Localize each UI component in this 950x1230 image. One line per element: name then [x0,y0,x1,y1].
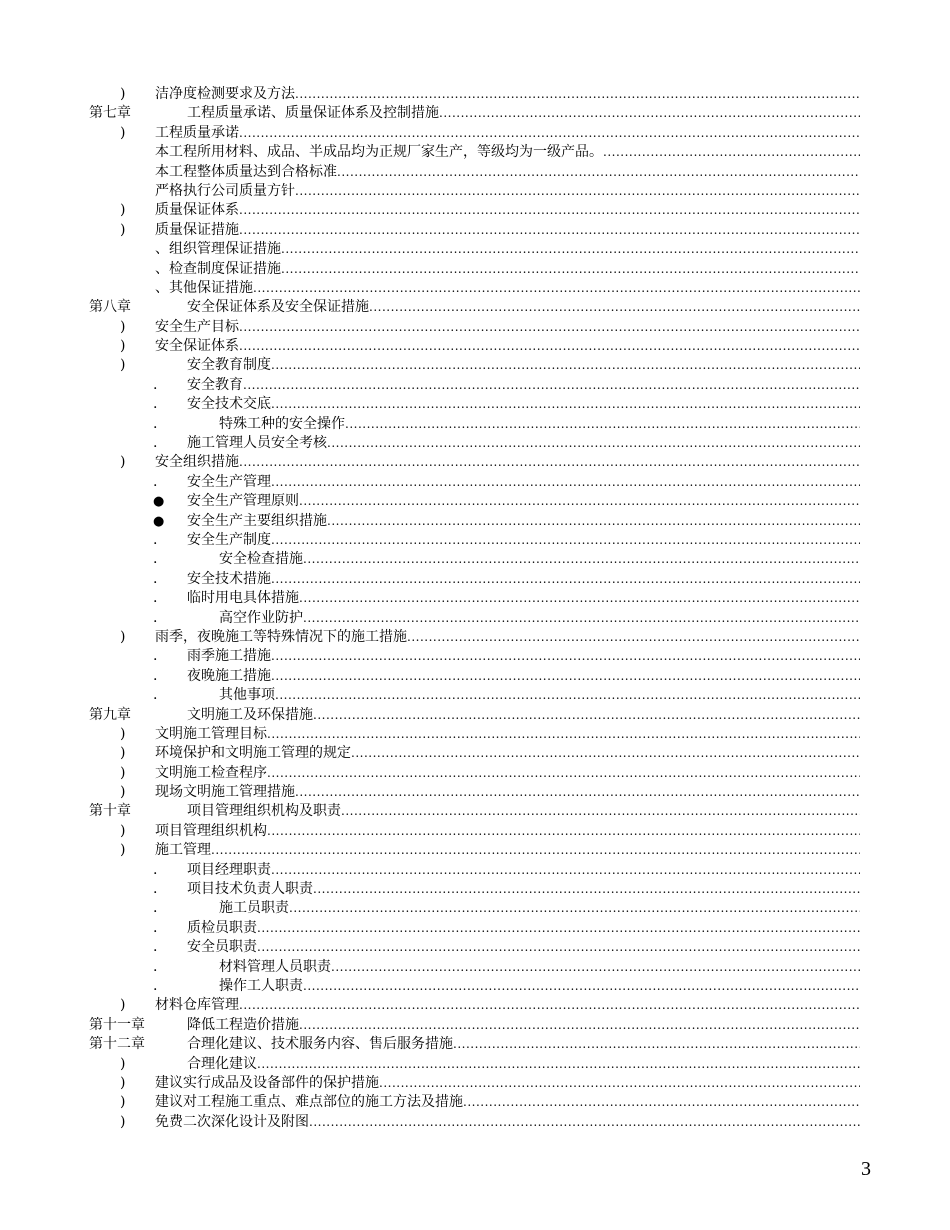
toc-dot-leader [453,1035,860,1054]
toc-marker: . [153,376,158,393]
toc-marker: . [153,415,158,432]
toc-entry [89,550,860,569]
toc-marker: ) [120,202,126,219]
toc-dot-leader [257,938,860,957]
toc-entry [89,1035,860,1054]
toc-entry-title: 文明施工管理目标 [155,725,267,742]
toc-marker: ) [120,784,126,801]
toc-entry-title: 安全生产目标 [155,318,239,335]
toc-entry-line [187,531,860,550]
toc-entry [89,899,860,918]
toc-entry-line [155,725,860,744]
toc-entry-line [187,589,860,608]
toc-dot-leader [369,298,860,317]
toc-dot-leader [379,1074,860,1093]
toc-entry [89,221,860,240]
toc-entry-line [187,880,860,899]
toc-entry [89,1113,860,1132]
toc-marker: ) [120,1113,126,1130]
toc-dot-leader [299,492,860,511]
toc-entry-title: 建议实行成品及设备部件的保护措施 [155,1074,379,1091]
toc-marker: ) [120,86,126,102]
toc-entry [89,919,860,938]
toc-marker: . [153,861,158,878]
toc-entry-line [155,764,860,783]
toc-dot-leader [275,686,860,705]
toc-marker: ) [120,221,126,238]
toc-dot-leader [463,1093,860,1112]
toc-dot-leader [303,977,860,996]
toc-entry [89,492,860,511]
toc-marker: ) [120,338,126,355]
toc-entry-title: 现场文明施工管理措施 [155,784,295,801]
toc-entry [89,706,860,725]
toc-entry-line [155,783,860,802]
toc-marker: . [153,687,158,704]
toc-chapter-number: 第八章 [89,299,131,316]
toc-entry [89,279,860,298]
toc-entry-title: 降低工程造价措施 [187,1016,299,1033]
toc-entry [89,298,860,317]
toc-entry-line [219,686,860,705]
toc-entry [89,628,860,647]
toc-entry [89,240,860,259]
toc-entry [89,609,860,628]
toc-entry-line [187,919,860,938]
toc-dot-leader [309,1113,860,1132]
toc-entry [89,395,860,414]
toc-marker: . [153,648,158,665]
toc-entry [89,764,860,783]
toc-entry-title: 、检查制度保证措施 [155,260,281,277]
toc-entry-title: 安全员职责 [187,939,257,956]
toc-entry-line [155,337,860,356]
toc-marker: . [153,919,158,936]
toc-entry [89,725,860,744]
toc-entry [89,744,860,763]
toc-entry-title: 其他事项 [219,687,275,704]
toc-entry [89,841,860,860]
toc-entry-line [187,861,860,880]
toc-entry [89,512,860,531]
toc-entry-title: 施工员职责 [219,900,289,917]
toc-entry-title: 安全生产管理 [187,473,271,490]
toc-marker: . [153,473,158,490]
toc-dot-leader [407,628,860,647]
toc-entry-title: 安全保证体系 [155,338,239,355]
toc-entry-line [155,163,860,182]
toc-entry-title: 文明施工及环保措施 [187,706,313,723]
toc-marker: ) [120,357,126,374]
toc-entry [89,124,860,143]
toc-entry [89,531,860,550]
toc-entry [89,667,860,686]
toc-dot-leader [271,861,860,880]
toc-entry-title: 雨季施工措施 [187,648,271,665]
toc-entry-title: 、其他保证措施 [155,279,253,296]
toc-entry-title: 本工程所用材料、成品、半成品均为正规厂家生产，等级均为一级产品。 [155,144,603,161]
toc-dot-leader [239,996,860,1015]
toc-entry-line [155,996,860,1015]
toc-entry [89,143,860,162]
toc-dot-leader [341,802,860,821]
toc-dot-leader [281,260,860,279]
toc-entry-line [219,977,860,996]
toc-dot-leader [253,279,860,298]
toc-entry-line [155,453,860,472]
toc-marker: . [153,609,158,626]
toc-dot-leader [271,395,860,414]
toc-entry [89,318,860,337]
toc-entry-line [187,802,860,821]
toc-entry-line [187,434,860,453]
toc-entry [89,589,860,608]
toc-entry-line [219,550,860,569]
toc-entry-title: 安全教育制度 [187,357,271,374]
toc-entry-line [155,744,860,763]
toc-marker: ) [120,628,126,645]
toc-entry-title: 材料仓库管理 [155,997,239,1014]
toc-entry [89,822,860,841]
toc-entry [89,861,860,880]
toc-entry [89,647,860,666]
toc-entry-title: 项目经理职责 [187,861,271,878]
toc-entry-line [187,492,860,511]
toc-marker: ) [120,454,126,471]
toc-entry [89,686,860,705]
toc-entry [89,958,860,977]
toc-entry-line [219,958,860,977]
toc-dot-leader [271,647,860,666]
toc-dot-leader [239,221,860,240]
toc-entry [89,85,860,104]
toc-entry-line [187,938,860,957]
toc-dot-leader [299,1016,860,1035]
toc-entry-line [187,706,860,725]
toc-entry-title: 、组织管理保证措施 [155,241,281,258]
toc-dot-leader [239,318,860,337]
toc-chapter-number: 第九章 [89,706,131,723]
toc-entry-line [187,356,860,375]
page-number: 3 [861,1158,871,1180]
toc-entry-title: 特殊工种的安全操作 [219,415,345,432]
toc-entry [89,802,860,821]
toc-entry-title: 文明施工检查程序 [155,764,267,781]
toc-dot-leader [271,356,860,375]
toc-dot-leader [295,85,860,104]
toc-entry-title: 建议对工程施工重点、难点部位的施工方法及措施 [155,1094,463,1111]
toc-entry [89,376,860,395]
toc-dot-leader [271,473,860,492]
toc-marker: ) [120,725,126,742]
toc-entry-title: 安全保证体系及安全保证措施 [187,299,369,316]
toc-entry [89,880,860,899]
toc-dot-leader [303,550,860,569]
toc-dot-leader [239,124,860,143]
toc-entry-title: 合理化建议 [187,1055,257,1072]
toc-marker: . [153,551,158,568]
toc-marker: . [153,939,158,956]
toc-entry [89,182,860,201]
toc-entry [89,1074,860,1093]
toc-dot-leader [239,337,860,356]
toc-dot-leader [439,104,860,123]
toc-dot-leader [271,667,860,686]
toc-entry-line [187,104,860,123]
toc-entry [89,938,860,957]
toc-dot-leader [313,880,860,899]
toc-marker: . [153,570,158,587]
toc-entry-line [155,1113,860,1132]
toc-dot-leader [239,201,860,220]
toc-entry [89,473,860,492]
toc-entry [89,453,860,472]
toc-entry-title: 免费二次深化设计及附图 [155,1113,309,1130]
toc-entry-title: 临时用电具体措施 [187,590,299,607]
toc-entry-title: 安全检查措施 [219,551,303,568]
toc-dot-leader [257,919,860,938]
toc-entry-line [155,260,860,279]
toc-dot-leader [299,589,860,608]
toc-dot-leader [345,415,860,434]
toc-entry-title: 安全生产制度 [187,531,271,548]
toc-chapter-number: 第十一章 [89,1016,145,1033]
toc-dot-leader [313,706,860,725]
toc-entry [89,337,860,356]
toc-bullet: ● [153,494,165,510]
toc-marker: . [153,881,158,898]
toc-entry [89,783,860,802]
toc-dot-leader [289,899,860,918]
toc-entry-title: 本工程整体质量达到合格标准 [155,163,337,180]
toc-entry [89,201,860,220]
toc-dot-leader [271,531,860,550]
toc-entry-title: 材料管理人员职责 [219,958,331,975]
toc-entry-line [187,1016,860,1035]
toc-chapter-number: 第七章 [89,105,131,122]
toc-entry-line [187,376,860,395]
toc-entry-title: 质量保证措施 [155,221,239,238]
toc-dot-leader [303,609,860,628]
toc-marker: . [153,531,158,548]
toc-entry-line [219,609,860,628]
toc-entry-title: 合理化建议、技术服务内容、售后服务措施 [187,1036,453,1053]
toc-dot-leader [239,453,860,472]
toc-entry [89,434,860,453]
toc-dot-leader [337,163,860,182]
toc-entry-title: 项目管理组织机构及职责 [187,803,341,820]
toc-entry-title: 项目技术负责人职责 [187,881,313,898]
toc-marker: ) [120,1074,126,1091]
toc-entry-line [219,415,860,434]
toc-entry-title: 工程质量承诺、质量保证体系及控制措施 [187,105,439,122]
toc-entry-line [155,1074,860,1093]
toc-dot-leader [603,143,860,162]
toc-entry-title: 安全生产管理原则 [187,493,299,510]
toc-entry [89,356,860,375]
toc-entry-line [155,143,860,162]
toc-entry-line [155,1093,860,1112]
toc-marker: . [153,958,158,975]
toc-entry-title: 质检员职责 [187,919,257,936]
toc-entry-line [187,1055,860,1074]
toc-chapter-number: 第十二章 [89,1036,145,1053]
toc-dot-leader [327,512,860,531]
toc-entry-line [187,473,860,492]
toc-dot-leader [295,182,860,201]
toc-entry [89,415,860,434]
toc-entry-title: 施工管理人员安全考核 [187,435,327,452]
toc-entry-title: 环境保护和文明施工管理的规定 [155,745,351,762]
toc-dot-leader [331,958,860,977]
toc-entry-title: 严格执行公司质量方针 [155,182,295,199]
toc-entry [89,1055,860,1074]
toc-entry-line [155,628,860,647]
toc-entry-line [187,667,860,686]
table-of-contents [89,85,860,1132]
toc-entry-title: 安全教育 [187,376,243,393]
toc-dot-leader [351,744,860,763]
toc-entry-title: 质量保证体系 [155,202,239,219]
toc-entry [89,104,860,123]
toc-dot-leader [257,1055,860,1074]
toc-marker: ) [120,318,126,335]
toc-entry-line [155,85,860,104]
toc-dot-leader [281,240,860,259]
toc-marker: ) [120,842,126,859]
toc-entry-title: 洁净度检测要求及方法 [155,86,295,102]
toc-entry [89,260,860,279]
toc-bullet: ● [153,513,165,529]
toc-entry [89,1093,860,1112]
toc-dot-leader [271,570,860,589]
toc-entry-line [155,240,860,259]
toc-dot-leader [243,376,860,395]
toc-dot-leader [267,764,860,783]
toc-entry-line [187,647,860,666]
toc-entry-title: 安全生产主要组织措施 [187,512,327,529]
toc-marker: . [153,977,158,994]
toc-entry [89,1016,860,1035]
toc-entry-line [155,221,860,240]
toc-entry [89,570,860,589]
toc-entry-title: 夜晚施工措施 [187,667,271,684]
toc-marker: ) [120,764,126,781]
toc-entry-line [155,201,860,220]
toc-entry-line [187,512,860,531]
toc-dot-leader [295,783,860,802]
toc-entry-line [155,182,860,201]
toc-marker: . [153,900,158,917]
toc-marker: . [153,590,158,607]
toc-entry-line [155,841,860,860]
toc-entry-title: 安全组织措施 [155,454,239,471]
toc-entry-line [155,822,860,841]
toc-marker: . [153,435,158,452]
toc-entry-line [187,395,860,414]
toc-entry-title: 高空作业防护 [219,609,303,626]
toc-entry-line [187,298,860,317]
toc-marker: ) [120,1055,126,1072]
toc-entry-line [219,899,860,918]
toc-marker: ) [120,745,126,762]
toc-entry [89,977,860,996]
toc-entry-line [155,279,860,298]
toc-marker: . [153,396,158,413]
toc-marker: ) [120,822,126,839]
toc-marker: ) [120,1094,126,1111]
toc-chapter-number: 第十章 [89,803,131,820]
toc-entry-title: 项目管理组织机构 [155,822,267,839]
toc-dot-leader [211,841,860,860]
toc-marker: . [153,667,158,684]
toc-entry-title: 工程质量承诺 [155,124,239,141]
toc-entry-line [187,570,860,589]
toc-marker: ) [120,124,126,141]
toc-entry [89,163,860,182]
toc-entry-title: 操作工人职责 [219,977,303,994]
toc-entry-line [155,124,860,143]
toc-entry-line [187,1035,860,1054]
toc-marker: ) [120,997,126,1014]
toc-entry-title: 雨季，夜晚施工等特殊情况下的施工措施 [155,628,407,645]
toc-entry-title: 施工管理 [155,842,211,859]
toc-entry-line [155,318,860,337]
toc-dot-leader [267,725,860,744]
toc-entry-title: 安全技术措施 [187,570,271,587]
toc-entry [89,996,860,1015]
toc-dot-leader [267,822,860,841]
toc-dot-leader [327,434,860,453]
toc-entry-title: 安全技术交底 [187,396,271,413]
